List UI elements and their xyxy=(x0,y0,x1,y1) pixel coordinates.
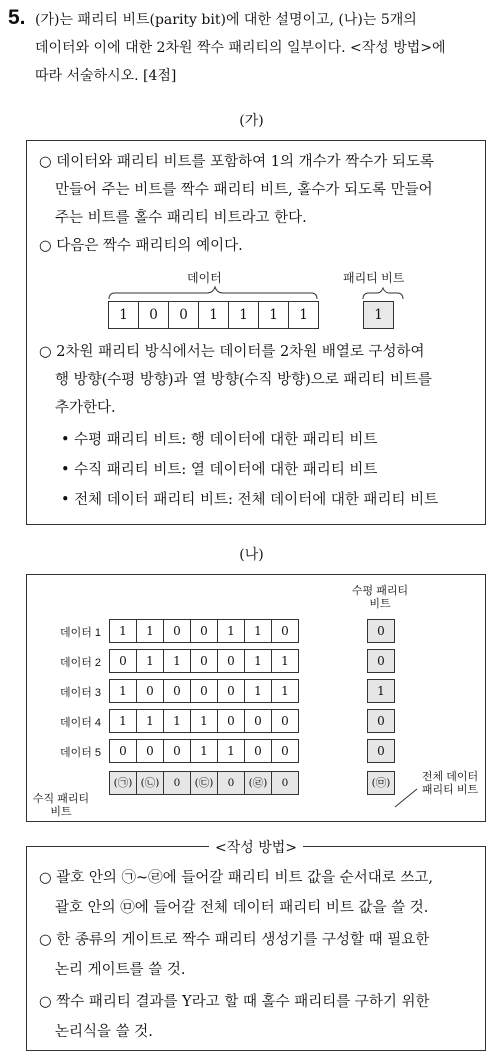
grid-cell: 0 xyxy=(271,739,299,763)
example-data-bit: 0 xyxy=(169,302,199,329)
grid-vertical-parity-cell: (㉠) xyxy=(109,771,137,795)
grid-row-label: 데이터 5 xyxy=(59,747,101,759)
method-line6: 논리식을 쓸 것. xyxy=(55,1024,153,1040)
grid-cell: 1 xyxy=(163,649,191,673)
bullet1-line2: 만들어 주는 비트를 짝수 패리티 비트, 홀수가 되도록 만들어 xyxy=(55,182,433,198)
grid-vertical-parity-cell: 0 xyxy=(271,771,299,795)
grid-cell: 0 xyxy=(109,739,137,763)
question-text-line-2: 데이터와 이에 대한 2차원 짝수 패리티의 일부이다. <작성 방법>에 xyxy=(35,40,446,56)
vertical-parity-label-line2: 비트 xyxy=(50,806,72,818)
grid-vertical-parity-cell: (㉢) xyxy=(190,771,218,795)
grid-horizontal-parity-cell: 0 xyxy=(367,619,395,643)
example-parity-bit: 1 xyxy=(364,302,394,329)
grid-cell: 0 xyxy=(217,679,245,703)
grid-cell: 1 xyxy=(244,649,272,673)
horizontal-parity-label-line2: 비트 xyxy=(369,598,391,610)
grid-row-label: 데이터 3 xyxy=(59,687,101,699)
bullet3-line3: 추가한다. xyxy=(55,400,116,416)
grid-horizontal-parity-cell: 1 xyxy=(367,679,395,703)
example-data-bit: 1 xyxy=(199,302,229,329)
method-title-wrap xyxy=(27,837,485,857)
grid-cell: 0 xyxy=(244,739,272,763)
grid-row-label: 데이터 2 xyxy=(59,657,101,669)
grid-cell: 1 xyxy=(190,739,218,763)
vertical-parity-label xyxy=(25,793,97,819)
grid-cell: 1 xyxy=(217,739,245,763)
grid-horizontal-parity-cell: 0 xyxy=(367,739,395,763)
sub-bullet-vertical: • 수직 패리티 비트: 열 데이터에 대한 패리티 비트 xyxy=(61,462,378,478)
grid-cell: 0 xyxy=(163,679,191,703)
grid-vertical-parity-cell: 0 xyxy=(217,771,245,795)
vertical-parity-label-line1: 수직 패리티 xyxy=(32,793,90,805)
example-data-bit: 1 xyxy=(229,302,259,329)
grid-cell: 0 xyxy=(190,619,218,643)
grid-cell: 0 xyxy=(136,679,164,703)
grid-cell: 1 xyxy=(163,709,191,733)
grid-total-parity-cell: (㉤) xyxy=(367,771,395,795)
example-parity-label: 패리티 비트 xyxy=(343,271,405,285)
grid-cell: 1 xyxy=(244,679,272,703)
section-a-box xyxy=(26,140,486,525)
example-data-bit: 1 xyxy=(259,302,289,329)
horizontal-parity-label xyxy=(347,585,413,611)
bullet2: ○ 다음은 짝수 패리티의 예이다. xyxy=(39,238,243,254)
grid-cell: 1 xyxy=(109,619,137,643)
grid-cell: 1 xyxy=(109,679,137,703)
grid-cell: 1 xyxy=(244,619,272,643)
grid-cell: 0 xyxy=(271,709,299,733)
grid-cell: 1 xyxy=(271,649,299,673)
method-line3: ○ 한 종류의 게이트로 짝수 패리티 생성기를 구성할 때 필요한 xyxy=(39,932,430,948)
grid-cell: 0 xyxy=(190,679,218,703)
example-data-bit: 0 xyxy=(139,302,169,329)
section-a-label: (가) xyxy=(239,113,264,129)
method-box xyxy=(26,840,486,1051)
grid-vertical-parity-cell: (㉡) xyxy=(136,771,164,795)
grid-cell: 0 xyxy=(244,709,272,733)
grid-cell: 0 xyxy=(217,649,245,673)
example-data-label: 데이터 xyxy=(187,271,222,285)
grid-cell: 0 xyxy=(271,619,299,643)
bullet1-line3: 주는 비트를 홀수 패리티 비트라고 한다. xyxy=(55,210,307,226)
grid-cell: 1 xyxy=(136,619,164,643)
grid-horizontal-parity-cell: 0 xyxy=(367,649,395,673)
method-line1: ○ 괄호 안의 ㉠~㉣에 들어갈 패리티 비트 값을 순서대로 쓰고, xyxy=(39,870,434,886)
question-text-line-1: (가)는 패리티 비트(parity bit)에 대한 설명이고, (나)는 5개의 xyxy=(35,12,417,28)
sub-bullet-horizontal: • 수평 패리티 비트: 행 데이터에 대한 패리티 비트 xyxy=(61,432,378,448)
grid-horizontal-parity-cell: 0 xyxy=(367,709,395,733)
section-b-box xyxy=(26,574,486,822)
grid-cell: 0 xyxy=(136,739,164,763)
example-parity-cell xyxy=(363,301,394,329)
example-bit-row xyxy=(108,301,319,329)
grid-cell: 1 xyxy=(190,709,218,733)
total-parity-label-line1: 전체 데이터 xyxy=(421,771,479,783)
bullet1-line1: ○ 데이터와 패리티 비트를 포함하여 1의 개수가 짝수가 되도록 xyxy=(39,154,434,170)
example-data-bit: 1 xyxy=(109,302,139,329)
example-data-bit: 1 xyxy=(289,302,319,329)
grid-cell: 1 xyxy=(217,619,245,643)
horizontal-parity-label-line1: 수평 패리티 xyxy=(351,585,409,597)
grid-cell: 1 xyxy=(109,709,137,733)
total-parity-label-line2: 패리티 비트 xyxy=(421,784,479,796)
grid-vertical-parity-cell: (㉣) xyxy=(244,771,272,795)
method-line4: 논리 게이트를 쓸 것. xyxy=(55,962,186,978)
total-parity-pointer xyxy=(391,785,421,815)
total-parity-label xyxy=(415,771,485,797)
grid-vertical-parity-cell: 0 xyxy=(163,771,191,795)
grid-cell: 0 xyxy=(163,739,191,763)
grid-cell: 0 xyxy=(190,649,218,673)
bullet3-line1: ○ 2차원 패리티 방식에서는 데이터를 2차원 배열로 구성하여 xyxy=(39,344,425,360)
grid-cell: 0 xyxy=(163,619,191,643)
question-number: 5. xyxy=(8,6,26,29)
grid-row-label: 데이터 4 xyxy=(59,717,101,729)
grid-cell: 1 xyxy=(271,679,299,703)
sub-bullet-total: • 전체 데이터 패리티 비트: 전체 데이터에 대한 패리티 비트 xyxy=(61,492,439,508)
grid-cell: 1 xyxy=(136,649,164,673)
question-text-line-3: 따라 서술하시오. [4점] xyxy=(35,68,177,84)
grid-cell: 0 xyxy=(109,649,137,673)
method-title: <작성 방법> xyxy=(209,840,303,856)
bullet3-line2: 행 방향(수평 방향)과 열 방향(수직 방향)으로 패리티 비트를 xyxy=(55,372,433,388)
method-line5: ○ 짝수 패리티 결과를 Y라고 할 때 홀수 패리티를 구하기 위한 xyxy=(39,994,430,1010)
grid-row-label: 데이터 1 xyxy=(59,627,101,639)
method-line2: 괄호 안의 ㉤에 들어갈 전체 데이터 패리티 비트 값을 쓸 것. xyxy=(55,900,429,916)
grid-cell: 1 xyxy=(136,709,164,733)
section-b-label: (나) xyxy=(239,547,264,563)
grid-cell: 0 xyxy=(217,709,245,733)
